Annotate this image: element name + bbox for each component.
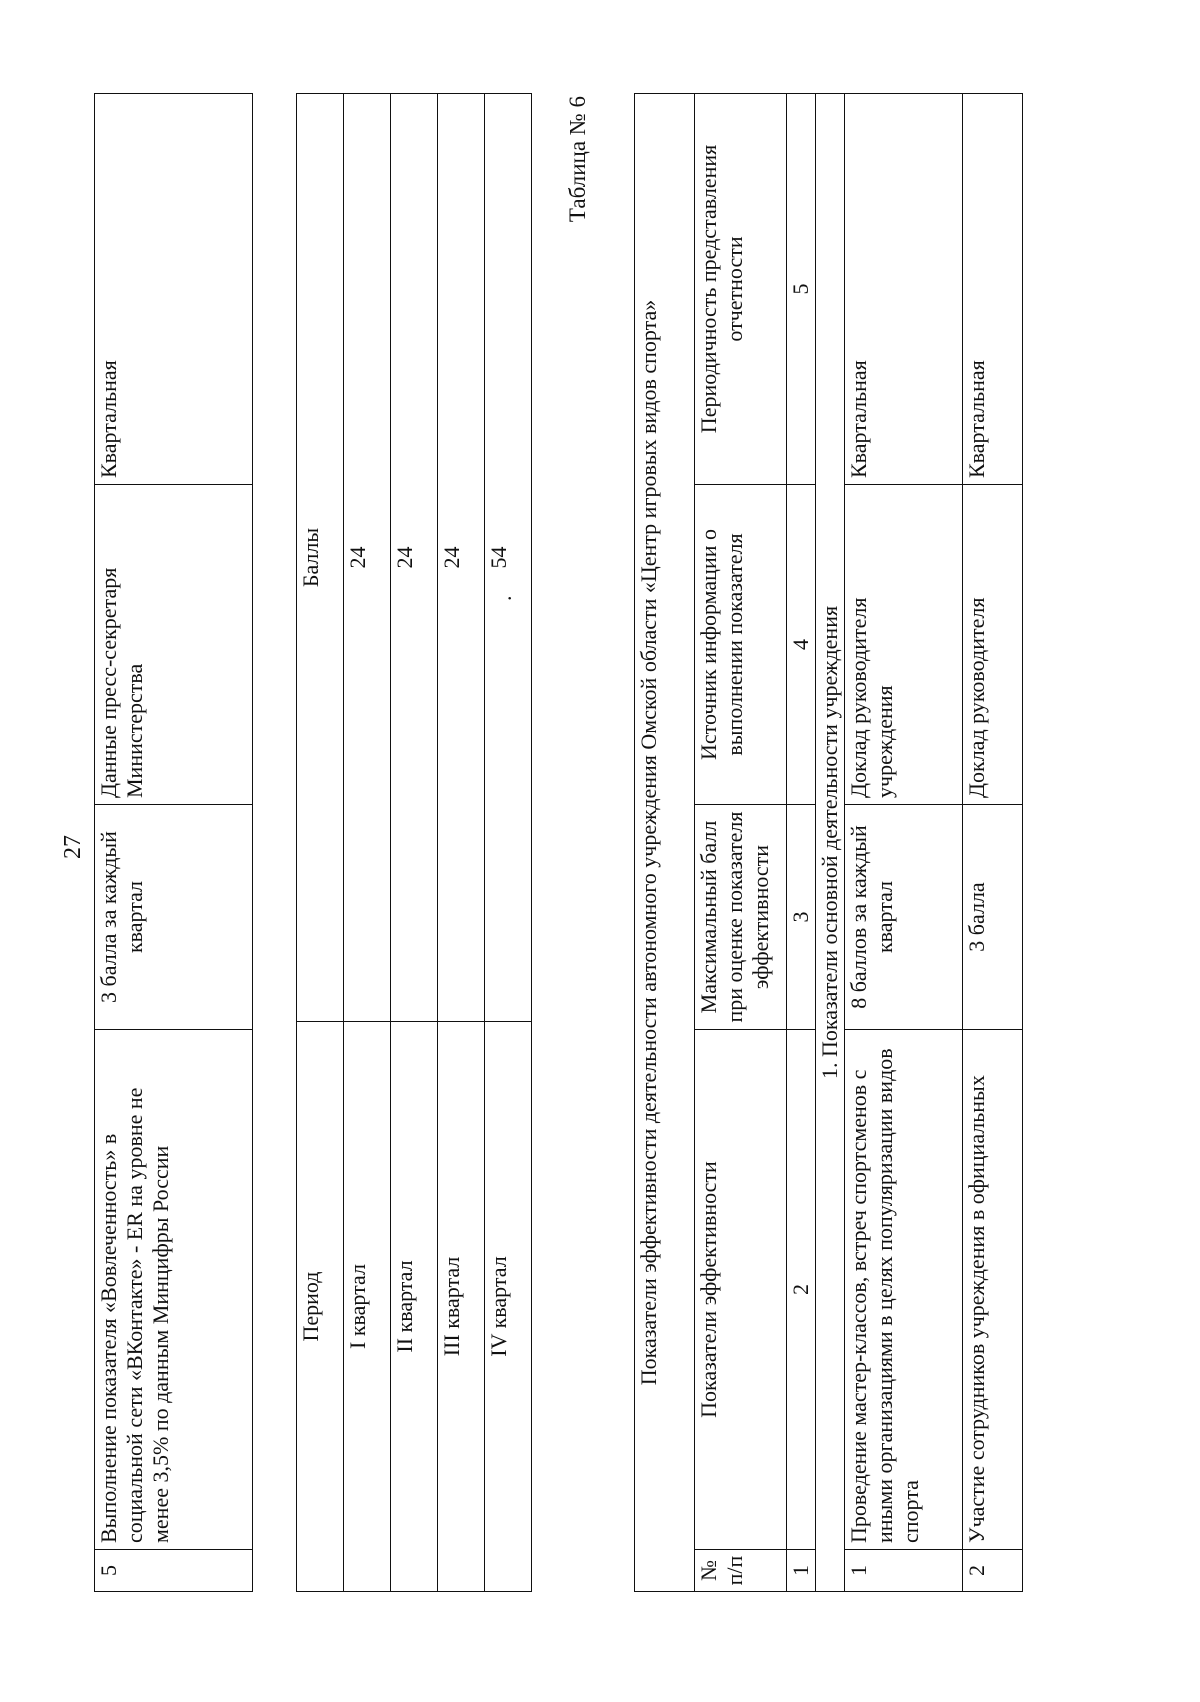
points-value: 24 bbox=[438, 94, 485, 1022]
source-cell: Данные пресс-секретаря Министерства bbox=[95, 485, 253, 805]
table-header-row bbox=[695, 93, 787, 1591]
header-points: Баллы bbox=[297, 94, 344, 1022]
row-number: 2 bbox=[963, 1550, 1023, 1592]
table-6 bbox=[634, 93, 1023, 1592]
source-cell: Доклад руководителя bbox=[963, 485, 1023, 805]
period-cell: Квартальная bbox=[95, 94, 253, 485]
indicator-cell: Участие сотрудников учреждения в официальных bbox=[963, 1030, 1023, 1550]
column-number-row bbox=[787, 93, 816, 1591]
indicator-cell: Выполнение показателя «Вовлеченность» в социальной сети «ВКонтакте» - ER на уровне не менее 3,5% по данным Минцифры России bbox=[95, 1030, 253, 1550]
row-number: 5 bbox=[95, 1550, 253, 1592]
table-title-row bbox=[635, 93, 695, 1591]
period-label: IV квартал bbox=[485, 1022, 532, 1592]
header-indicator: Показатели эффективности bbox=[695, 1030, 787, 1550]
points-value bbox=[485, 94, 532, 1022]
score-cell: 3 балла за каждый квартал bbox=[95, 805, 253, 1030]
table-row bbox=[438, 94, 485, 1592]
header-num: № п/п bbox=[695, 1550, 787, 1592]
period-label: I квартал bbox=[344, 1022, 391, 1592]
points-value: 24 bbox=[391, 94, 438, 1022]
header-score: Максимальный балл при оценке показателя эффективности bbox=[695, 805, 787, 1030]
score-cell: 8 баллов за каждый квартал bbox=[845, 805, 963, 1030]
section-row bbox=[816, 93, 845, 1591]
points-value: 24 bbox=[344, 94, 391, 1022]
col-number: 2 bbox=[787, 1030, 816, 1550]
source-cell: Доклад руководителя учреждения bbox=[845, 485, 963, 805]
table-row bbox=[485, 94, 532, 1592]
section-title: 1. Показатели основной деятельности учреждения bbox=[816, 93, 845, 1591]
period-label: III квартал bbox=[438, 1022, 485, 1592]
table-title: Показатели эффективности деятельности автономного учреждения Омской области «Центр игровых видов спорта» bbox=[635, 93, 695, 1591]
table-periods bbox=[296, 93, 532, 1592]
table-header-row bbox=[297, 94, 344, 1592]
col-number: 1 bbox=[787, 1550, 816, 1592]
period-label: II квартал bbox=[391, 1022, 438, 1592]
col-number: 4 bbox=[787, 485, 816, 805]
col-number: 5 bbox=[787, 93, 816, 484]
table-row bbox=[845, 93, 963, 1591]
score-cell: 3 балла bbox=[963, 805, 1023, 1030]
row-number: 1 bbox=[845, 1550, 963, 1592]
table-row bbox=[963, 93, 1023, 1591]
header-source: Источник информации о выполнении показателя bbox=[695, 485, 787, 805]
indicator-cell: Проведение мастер-классов, встреч спортсменов с иными организациями в целях популяризации видов спорта bbox=[845, 1030, 963, 1550]
header-period: Периодичность представления отчетности bbox=[695, 93, 787, 484]
table-row bbox=[95, 94, 253, 1592]
table-top bbox=[94, 93, 253, 1592]
table-caption: Таблица № 6 bbox=[565, 96, 590, 223]
points-text: 54 bbox=[486, 546, 511, 569]
period-cell: Квартальная bbox=[963, 93, 1023, 484]
col-number: 3 bbox=[787, 805, 816, 1030]
stray-mark: . bbox=[491, 595, 516, 601]
table-row bbox=[344, 94, 391, 1592]
period-cell: Квартальная bbox=[845, 93, 963, 484]
page-number: 27 bbox=[60, 835, 86, 859]
table-row bbox=[391, 94, 438, 1592]
header-period: Период bbox=[297, 1022, 344, 1592]
